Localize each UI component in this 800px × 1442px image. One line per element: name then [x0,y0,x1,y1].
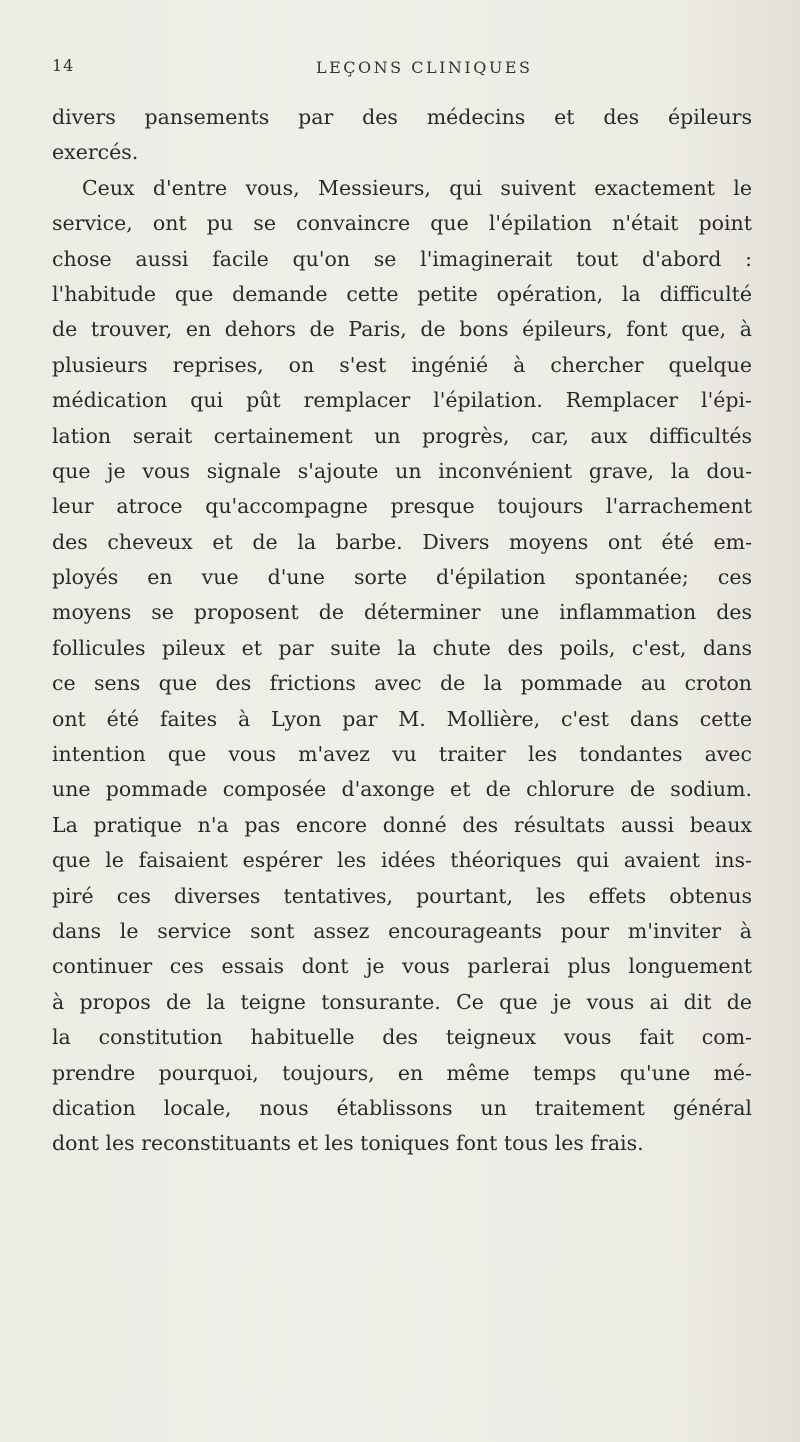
text-line: plusieurs reprises, on s'est ingénié à chercher quelque [52,352,752,377]
text-line: ce sens que des frictions avec de la pommade au croton [52,671,752,696]
text-line: lation serait certainement un progrès, car, aux difficultés [52,423,752,448]
text-line: une pommade composée d'axonge et de chlorure de sodium. [52,777,752,802]
text-line: moyens se proposent de déterminer une inflammation des [52,600,752,625]
text-line: de trouver, en dehors de Paris, de bons épileurs, font que, à [52,317,752,342]
text-line: des cheveux et de la barbe. Divers moyens ont été em- [52,529,752,554]
text-line: dont les reconstituants et les toniques font tous les frais. [52,1131,644,1156]
text-line: prendre pourquoi, toujours, en même temps qu'une mé- [52,1060,752,1085]
text-line: ployés en vue d'une sorte d'épilation spontanée; ces [52,565,752,590]
text-line: La pratique n'a pas encore donné des résultats aussi beaux [52,812,752,837]
text-line: que le faisaient espérer les idées théoriques qui avaient ins- [52,848,752,873]
text-line: à propos de la teigne tonsurante. Ce que je vous ai dit de [52,989,752,1014]
text-line: médication qui pût remplacer l'épilation. Remplacer l'épi- [52,388,752,413]
text-line: chose aussi facile qu'on se l'imaginerait tout d'abord : [52,246,752,271]
body-text [52,100,752,1162]
text-line: intention que vous m'avez vu traiter les tondantes avec [52,742,752,767]
text-line: follicules pileux et par suite la chute des poils, c'est, dans [52,635,752,660]
running-head: LEÇONS CLINIQUES [316,58,533,77]
text-line: dication locale, nous établissons un traitement général [52,1095,752,1120]
text-line: l'habitude que demande cette petite opération, la difficulté [52,281,752,306]
text-line: exercés. [52,140,139,165]
text-line: dans le service sont assez encourageants pour m'inviter à [52,918,752,943]
text-line: leur atroce qu'accompagne presque toujours l'arrachement [52,494,752,519]
text-line: divers pansements par des médecins et des épileurs [52,105,752,129]
text-line: ont été faites à Lyon par M. Mollière, c'est dans cette [52,706,752,731]
text-line: service, ont pu se convaincre que l'épilation n'était point [52,211,752,236]
text-line: que je vous signale s'ajoute un inconvénient grave, la dou- [52,458,752,483]
text-line: piré ces diverses tentatives, pourtant, les effets obtenus [52,883,752,908]
text-line: continuer ces essais dont je vous parlerai plus longuement [52,954,752,979]
text-line: la constitution habituelle des teigneux vous fait com- [52,1025,752,1050]
text-line: Ceux d'entre vous, Messieurs, qui suivent exactement le [82,175,752,200]
page-number: 14 [52,56,75,75]
